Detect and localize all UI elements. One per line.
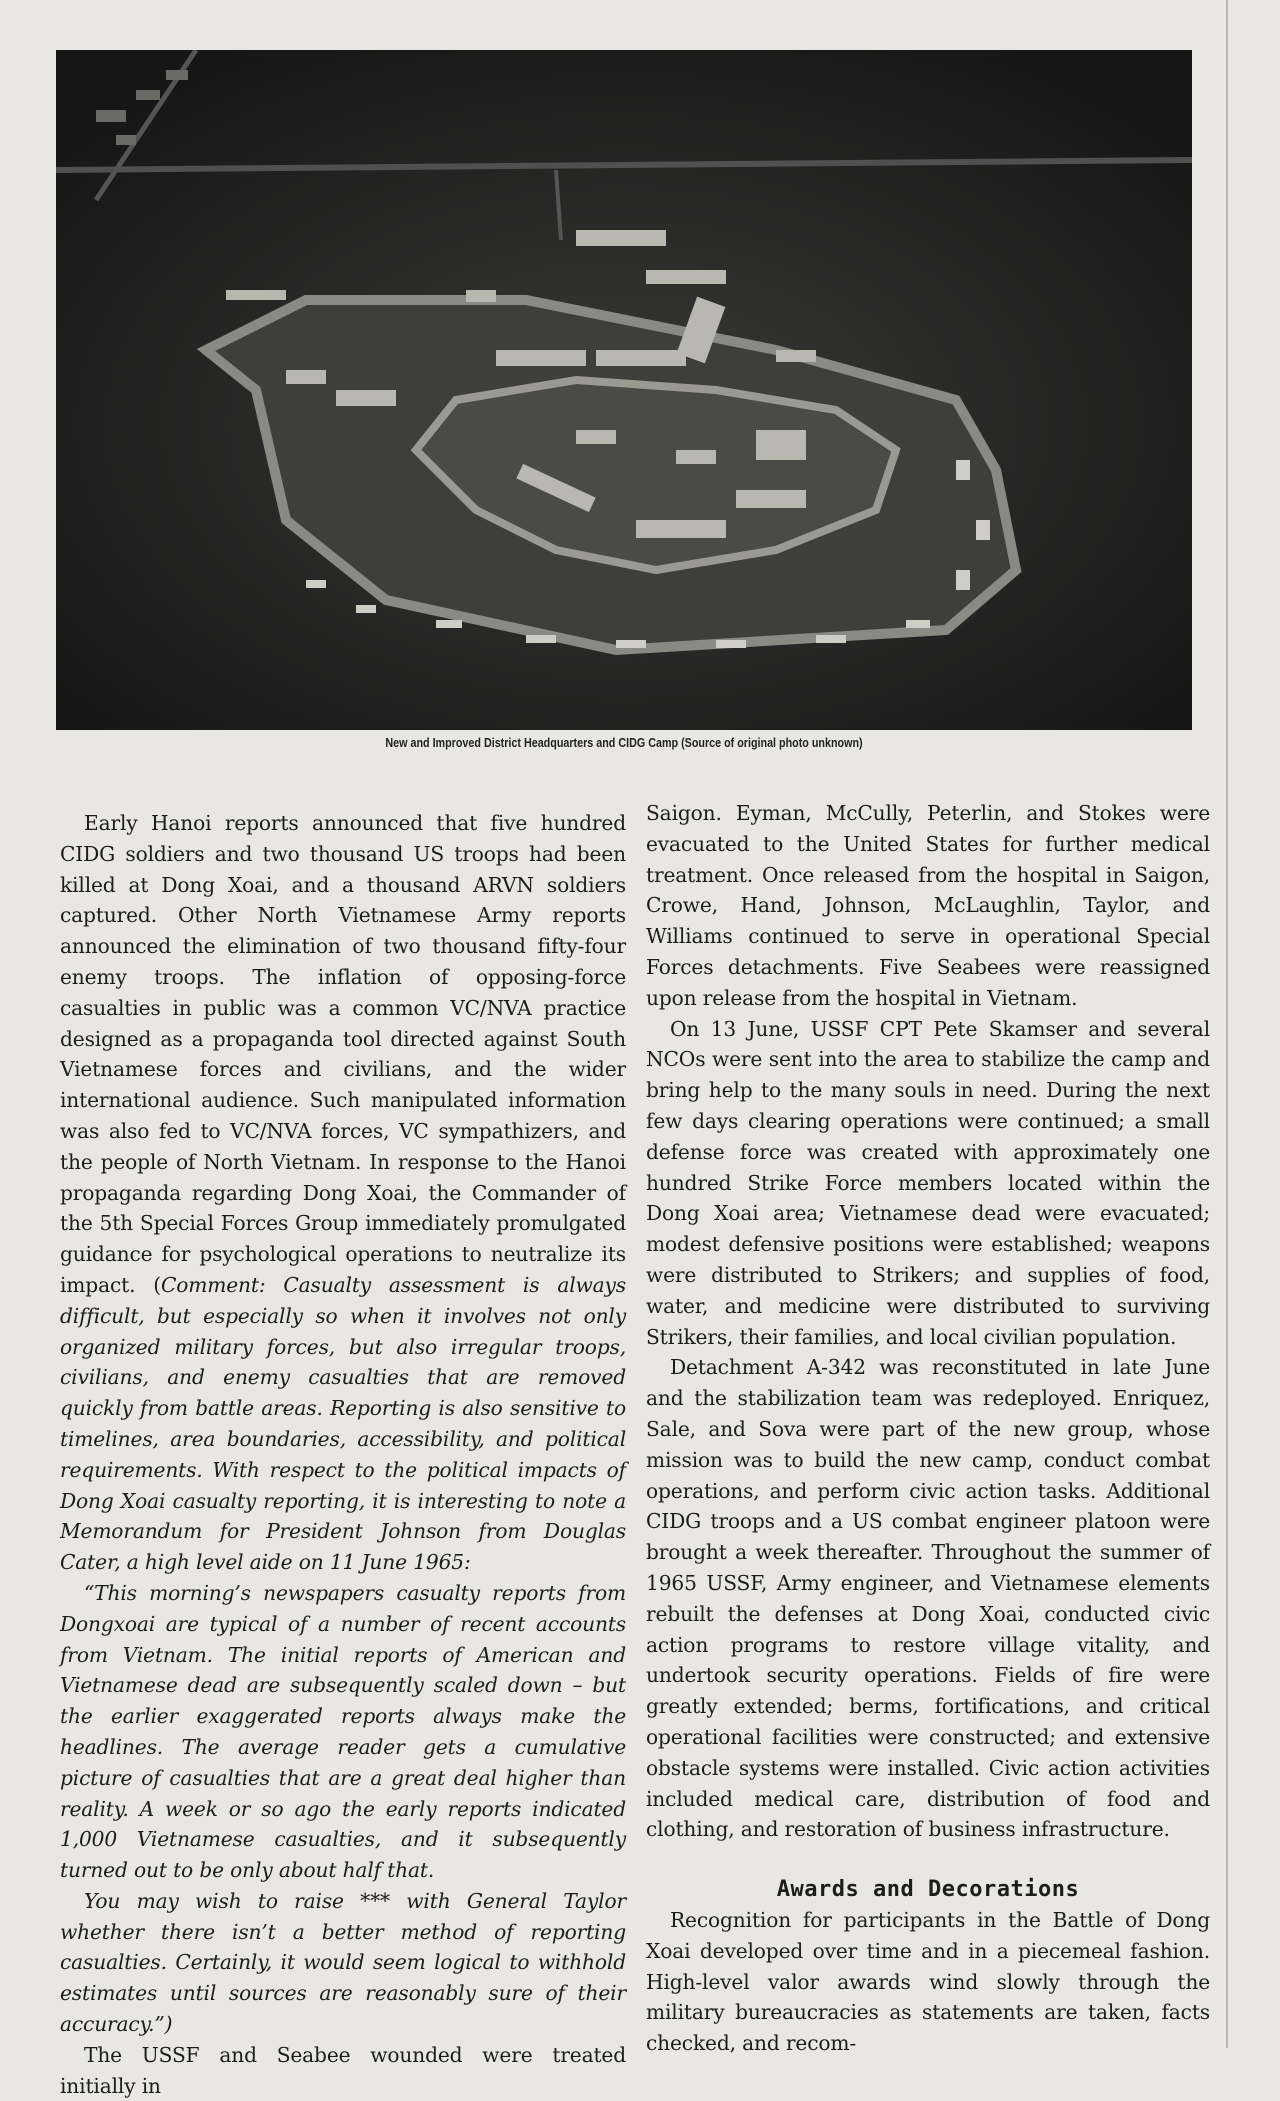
body-paragraph: Detachment A-342 was reconstituted in late June and the stabilization team was redeployed. Enriquez, Sale, and Sova were part of the new group, whose mission was to build the new camp, conduct combat operations, and perform civic action tasks. Additional CIDG troops and a US combat engineer platoon were brought a week thereafter. Throughout the summer of 1965 USSF, Army engineer, and Vietnamese elements rebuilt the defenses at Dong Xoai, conducted civic action programs to restore village vitality, and undertook security operations. Fields of fire were greatly extended; berms, fortifications, and critical operational facilities were constructed; and extensive obstacle systems were installed. Civic action activities included medical care, distribution of food and clothing, and restoration of business infrastructure. [646,1355,1210,1842]
camp-aerial-image [56,50,1192,730]
body-paragraph: Saigon. Eyman, McCully, Peterlin, and Stokes were evacuated to the United States for further medical treatment. Once released from the hospital in Saigon, Crowe, Hand, Johnson, McLaughlin, Taylor, and Williams continued to serve in operational Special Forces detachments. Five Seabees were reassigned upon release from the hospital in Vietnam. [646,801,1210,1010]
body-paragraph [60,808,626,1578]
paragraph-text: Early Hanoi reports announced that five hundred CIDG soldiers and two thousand US troops had been killed at Dong Xoai, and a thousand ARVN soldiers captured. Other North Vietnamese Army reports announced the elimination of two thousand fifty-four enemy troops. The inflation of opposing-force casualties in public was a common VC/NVA practice designed as a propaganda tool directed against South Vietnamese forces and civilians, and the wider international audience. Such manipulated information was also fed to VC/NVA forces, VC sympathizers, and the people of North Vietnam. In response to the Hanoi propaganda regarding Dong Xoai, the Commander of the 5th Special Forces Group immediately promulgated guidance for psychological operations to neutralize its impact. ( [60,811,626,1297]
right-column [646,798,1210,2059]
left-column [60,808,626,2101]
photo-caption: New and Improved District Headquarters and CIDG Camp (Source of original photo unknown) [385,736,863,750]
quote-paragraph: You may wish to raise *** with General Taylor whether there isn’t a better method of reporting casualties. Certainly, it would seem logical to withhold estimates until sources are reasonably sure of their accuracy.”) [60,1888,626,2037]
page-edge [1226,0,1228,2048]
body-paragraph: On 13 June, USSF CPT Pete Skamser and several NCOs were sent into the area to stabilize the camp and bring help to the many souls in need. During the next few days clearing operations were continued; a small defense force was created with approximately one hundred Strike Force members located within the Dong Xoai area; Vietnamese dead were evacuated; modest defensive positions were established; weapons were distributed to Strikers; and supplies of food, water, and medicine were distributed to surviving Strikers, their families, and local civilian population. [646,1016,1210,1349]
aerial-photo [56,50,1192,730]
comment-text: Comment: Casualty assessment is always difficult, but especially so when it involves not only organized military forces, but also irregular troops, civilians, and enemy casualties that are removed quickly from battle areas. Reporting is also sensitive to timelines, area boundaries, accessibility, and political requirements. With respect to the political impacts of Dong Xoai casualty reporting, it is interesting to note a Memorandum for President Johnson from Douglas Cater, a high level aide on 11 June 1965: [60,1272,626,1575]
section-heading: Awards and Decorations [776,1877,1080,1903]
quote-paragraph: “This morning’s newspapers casualty reports from Dongxoai are typical of a number of recent accounts from Vietnam. The initial reports of American and Vietnamese dead are subsequently scaled down – but the earlier exaggerated reports always make the headlines. The average reader gets a cumulative picture of casualties that are a great deal higher than reality. A week or so ago the early reports indicated 1,000 Vietnamese casualties, and it subsequently turned out to be only about half that. [60,1580,626,1883]
body-paragraph: Recognition for participants in the Battle of Dong Xoai developed over time and in a piecemeal fashion. High-level valor awards wind slowly through the military bureaucracies as statements are taken, facts checked, and recom- [646,1908,1210,2056]
body-paragraph: The USSF and Seabee wounded were treated initially in [60,2042,626,2098]
